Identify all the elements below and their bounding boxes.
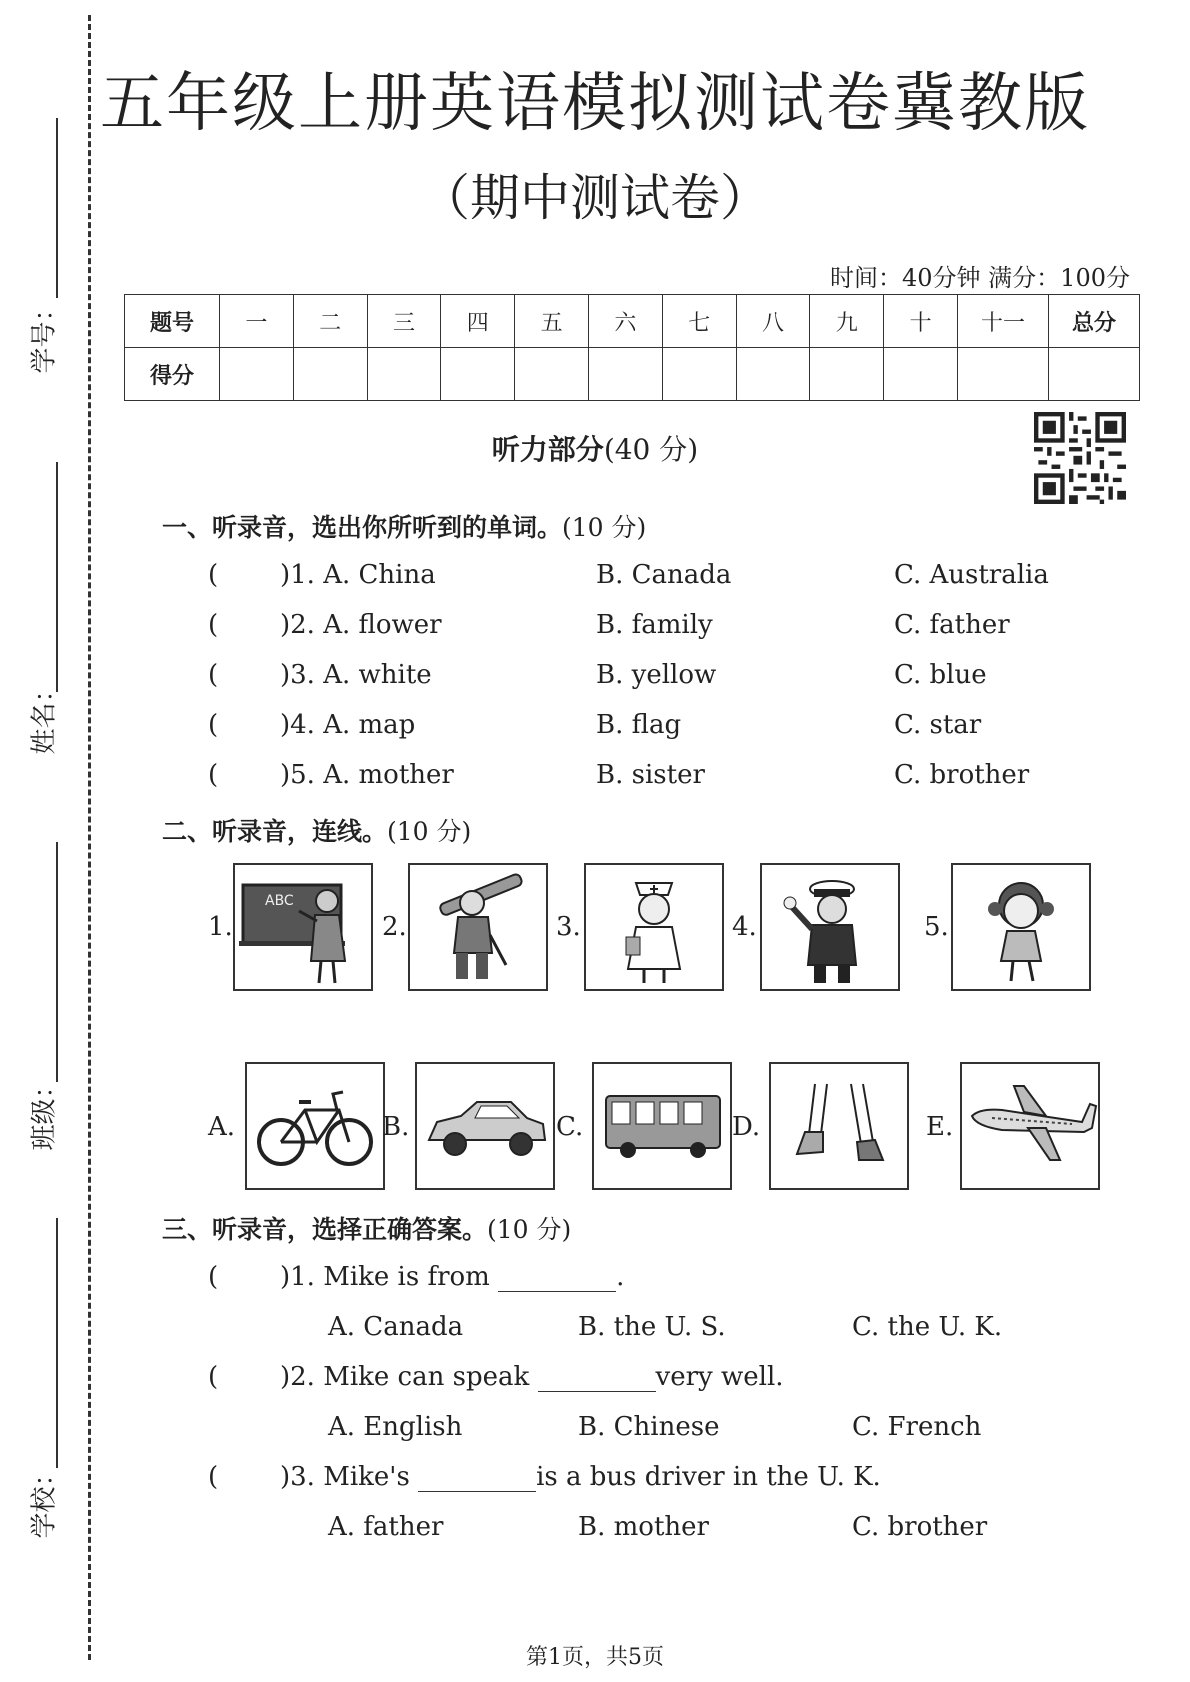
score-table [124,294,1140,401]
option-b: B. mother [578,1512,709,1542]
pic-label: 3. [556,912,581,942]
option-c: C. Australia [894,560,1049,590]
option-c: C. French [852,1412,982,1442]
pic-label: A. [208,1112,236,1142]
answer-paren[interactable]: ( [208,660,219,690]
score-cell[interactable] [1049,348,1140,401]
header-cell: 六 [588,295,662,348]
listening-section-title [0,428,1190,468]
q1-item [208,560,1108,594]
worker-picture[interactable] [408,863,548,991]
q1-item [208,660,1108,694]
option-b: B. family [596,610,713,640]
walking-picture[interactable] [769,1062,909,1190]
option-a: )1. A. China [280,560,436,590]
bus-icon [594,1064,730,1188]
page-subtitle: （期中测试卷） [420,169,770,227]
answer-paren[interactable]: ( [208,1462,219,1492]
pic-label: B. [382,1112,410,1142]
header-cell: 十 [884,295,958,348]
pic-label: E. [926,1112,954,1142]
row-label-cell: 得分 [125,348,220,401]
student-id-label: 学号： [29,295,60,374]
title-wrap [0,52,1190,144]
subtitle-wrap [0,158,1190,230]
option-a: )5. A. mother [280,760,454,790]
q3-options [328,1512,1128,1542]
pic-label: C. [556,1112,584,1142]
option-a: A. English [328,1412,463,1442]
option-c: C. blue [894,660,987,690]
stem-text: )2. Mike can speak [280,1362,530,1392]
girl-picture[interactable] [951,863,1091,991]
option-c: C. star [894,710,982,740]
score-cell[interactable] [662,348,736,401]
pic-label: 2. [382,912,407,942]
option-b: B. the U. S. [578,1312,726,1342]
option-a: A. father [328,1512,444,1542]
school-line [56,1218,58,1468]
pic-label: 5. [924,912,949,942]
score-cell[interactable] [810,348,884,401]
board-text: ABC [265,893,294,909]
girl-icon [953,865,1089,989]
header-cell: 总分 [1049,295,1140,348]
q1-item [208,710,1108,744]
option-c: C. the U. K. [852,1312,1003,1342]
answer-paren[interactable]: ( [208,710,219,740]
option-b: B. yellow [596,660,717,690]
q2-title-text: 二、听录音，连线。 [162,817,388,846]
q3-stem [280,1262,624,1292]
listening-points: (40 分) [603,433,699,466]
option-c: C. brother [852,1512,988,1542]
score-cell[interactable] [441,348,515,401]
option-a: )2. A. flower [280,610,442,640]
binding-dashed-line [88,15,91,1660]
bicycle-icon [247,1064,383,1188]
score-cell[interactable] [736,348,810,401]
score-cell[interactable] [220,348,294,401]
time-score-info: 时间：40分钟 满分：100分 [830,264,1130,292]
header-cell: 三 [367,295,441,348]
score-cell[interactable] [884,348,958,401]
score-cell[interactable] [515,348,589,401]
name-label: 姓名： [29,676,60,755]
stem-text-end: . [616,1262,625,1292]
answer-paren[interactable]: ( [208,1362,219,1392]
answer-blank[interactable] [498,1265,616,1292]
q3-title-text: 三、听录音，选择正确答案。 [162,1215,488,1244]
score-cell[interactable] [293,348,367,401]
page-footer: 第1页，共5页 [526,1645,664,1670]
walking-feet-icon [771,1064,907,1188]
worker-icon [410,865,546,989]
pic-label: 4. [732,912,757,942]
header-cell: 题号 [125,295,220,348]
teacher-picture[interactable] [233,863,373,991]
q3-options [328,1412,1128,1442]
header-cell: 七 [662,295,736,348]
airplane-picture[interactable] [960,1062,1100,1190]
q3-stem [280,1462,881,1492]
page-title: 五年级上册英语模拟测试卷冀教版 [100,67,1090,141]
stem-text-end: is a bus driver in the U. K. [536,1462,881,1492]
answer-paren[interactable]: ( [208,1262,219,1292]
option-b: B. flag [596,710,682,740]
header-cell: 五 [515,295,589,348]
q1-item [208,610,1108,644]
score-cell[interactable] [588,348,662,401]
header-cell: 十一 [958,295,1049,348]
bus-picture[interactable] [592,1062,732,1190]
q2-points: (10 分) [387,817,472,846]
nurse-icon [586,865,722,989]
q3-points: (10 分) [487,1215,572,1244]
header-cell: 四 [441,295,515,348]
school-label: 学校： [29,1460,60,1539]
score-cell[interactable] [958,348,1049,401]
answer-paren[interactable]: ( [208,610,219,640]
option-a: A. Canada [328,1312,464,1342]
score-cell[interactable] [367,348,441,401]
option-a: )4. A. map [280,710,416,740]
policeman-picture[interactable] [760,863,900,991]
answer-blank[interactable] [538,1365,656,1392]
score-table-header-row [125,295,1140,348]
header-cell: 一 [220,295,294,348]
option-a: )3. A. white [280,660,432,690]
stem-text-end: very well. [655,1362,784,1392]
q3-item [208,1362,1108,1396]
bicycle-picture[interactable] [245,1062,385,1190]
class-label: 班级： [29,1072,60,1151]
option-b: B. sister [596,760,705,790]
q1-item [208,760,1108,794]
q3-item [208,1462,1108,1496]
stem-text: )1. Mike is from [280,1262,490,1292]
policeman-icon [762,865,898,989]
score-table-score-row [125,348,1140,401]
header-cell: 九 [810,295,884,348]
listening-title-text: 听力部分 [491,433,604,466]
car-picture[interactable] [415,1062,555,1190]
q2-title [162,812,471,848]
header-cell: 八 [736,295,810,348]
option-c: C. father [894,610,1010,640]
q3-item [208,1262,1108,1296]
answer-blank[interactable] [418,1465,536,1492]
airplane-icon [962,1064,1098,1188]
class-line [56,842,58,1082]
car-icon [417,1064,553,1188]
q3-title [162,1210,571,1246]
q1-points: (10 分) [562,513,647,542]
q1-title [162,508,646,544]
nurse-picture[interactable] [584,863,724,991]
pic-label: D. [732,1112,761,1142]
teacher-icon [235,865,371,989]
q1-title-text: 一、听录音，选出你所听到的单词。 [162,513,563,542]
answer-paren[interactable]: ( [208,560,219,590]
q3-options [328,1312,1128,1342]
option-c: C. brother [894,760,1030,790]
pic-label: 1. [208,912,233,942]
name-line [56,462,58,692]
header-cell: 二 [293,295,367,348]
option-b: B. Canada [596,560,732,590]
option-b: B. Chinese [578,1412,720,1442]
stem-text: )3. Mike's [280,1462,410,1492]
qr-code-icon [1034,412,1126,504]
answer-paren[interactable]: ( [208,760,219,790]
q3-stem [280,1362,784,1392]
